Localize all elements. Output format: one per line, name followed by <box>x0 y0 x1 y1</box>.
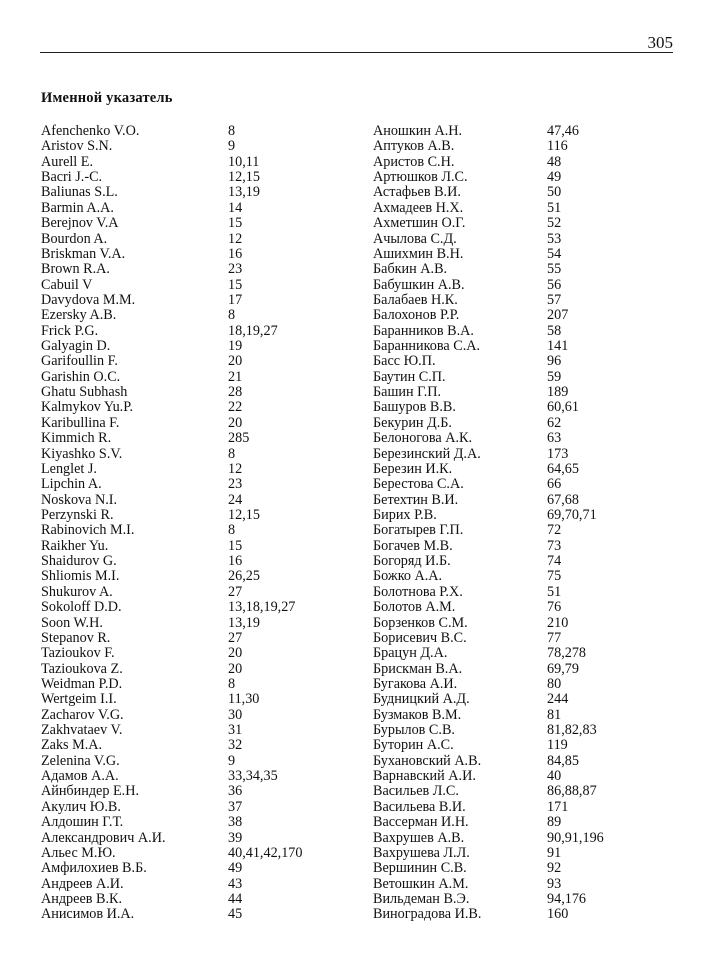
author-name: Балабаев Н.К. <box>373 291 458 308</box>
section-heading: Именной указатель <box>41 90 173 106</box>
author-name: Tazioukova Z. <box>41 660 123 677</box>
page-references: 23 <box>228 261 243 278</box>
author-name: Богачев М.В. <box>373 537 453 554</box>
page-references: 62 <box>547 414 562 431</box>
author-name: Акулич Ю.В. <box>41 798 121 815</box>
page-references: 58 <box>547 322 562 339</box>
page-references: 12,15 <box>228 169 260 186</box>
author-name: Lenglet J. <box>41 460 97 477</box>
page-references: 15 <box>228 276 243 293</box>
author-name: Afenchenko V.O. <box>41 123 140 139</box>
page-references: 64,65 <box>547 460 579 477</box>
page-references: 51 <box>547 583 562 600</box>
page-references: 285 <box>228 430 250 447</box>
author-name: Soon W.H. <box>41 614 103 631</box>
page-references: 207 <box>547 307 569 324</box>
author-name: Aurell E. <box>41 153 94 170</box>
author-name: Бабкин А.В. <box>373 261 448 278</box>
page-references: 66 <box>547 476 562 493</box>
page-references: 75 <box>547 568 562 585</box>
author-name: Ахметшин О.Г. <box>373 215 466 232</box>
page-references: 19 <box>228 338 243 355</box>
page-references: 69,70,71 <box>547 506 597 523</box>
page-references: 10,11 <box>228 153 260 170</box>
author-name: Берестова С.А. <box>373 476 464 493</box>
author-name: Zacharov V.G. <box>41 706 124 723</box>
author-name: Bacri J.-C. <box>41 169 103 186</box>
author-name: Альес М.Ю. <box>41 844 116 861</box>
author-name: Вершинин С.В. <box>373 860 467 877</box>
author-name: Виноградова И.В. <box>373 906 482 923</box>
author-name: Аристов С.Н. <box>373 153 455 170</box>
author-name: Березин И.К. <box>373 460 453 477</box>
author-name: Shaidurov G. <box>41 553 117 570</box>
page-references: 81 <box>547 706 562 723</box>
author-name: Баутин С.П. <box>373 368 446 385</box>
page-references: 32 <box>228 737 243 754</box>
author-name: Брацун Д.А. <box>373 645 448 662</box>
page-references: 92 <box>547 860 562 877</box>
page-references: 28 <box>228 384 243 401</box>
page-references: 63 <box>547 430 562 447</box>
page-references: 72 <box>547 522 562 539</box>
page-references: 14 <box>228 199 243 216</box>
author-name: Андреев А.И. <box>41 875 124 892</box>
page-references: 50 <box>547 184 562 201</box>
page-references: 17 <box>228 291 243 308</box>
page-references: 45 <box>228 906 243 923</box>
page-references: 189 <box>547 384 569 401</box>
page-references: 9 <box>228 752 236 769</box>
author-name: Вахрушева Л.Л. <box>373 844 470 861</box>
page-references: 77 <box>547 629 562 646</box>
author-name: Lipchin A. <box>41 476 102 493</box>
author-name: Ашихмин В.Н. <box>373 245 464 262</box>
author-name: Ghatu Subhash <box>41 384 128 401</box>
author-name: Баранникова С.А. <box>373 338 481 355</box>
author-name: Ахмадеев Н.Х. <box>373 199 464 216</box>
page-references: 13,18,19,27 <box>228 599 296 616</box>
author-name: Вахрушев А.В. <box>373 829 465 846</box>
page-references: 47,46 <box>547 123 579 139</box>
author-name: Васильев Л.С. <box>373 783 459 800</box>
author-name: Башуров В.В. <box>373 399 456 416</box>
author-name: Zakhvataev V. <box>41 722 123 739</box>
page-references: 37 <box>228 798 243 815</box>
author-name: Noskova N.I. <box>41 491 118 508</box>
page-references: 8 <box>228 445 236 462</box>
author-name: Zelenina V.G. <box>41 752 120 769</box>
author-name: Бузмаков В.М. <box>373 706 462 723</box>
author-name: Артюшков Л.С. <box>373 169 468 186</box>
page-references: 20 <box>228 353 243 370</box>
author-name: Болотов А.М. <box>373 599 456 616</box>
page-references: 54 <box>547 245 562 262</box>
page-references: 56 <box>547 276 562 293</box>
author-name: Galyagin D. <box>41 338 111 355</box>
author-name: Ветошкин А.М. <box>373 875 469 892</box>
author-name: Богоряд И.Б. <box>373 553 451 570</box>
author-name: Бугакова А.И. <box>373 675 458 692</box>
author-name: Богатырев Г.П. <box>373 522 464 539</box>
author-name: Варнавский А.И. <box>373 768 476 785</box>
author-name: Березинский Д.А. <box>373 445 481 462</box>
page-references: 15 <box>228 215 243 232</box>
page-references: 40 <box>547 768 562 785</box>
page-references: 30 <box>228 706 243 723</box>
author-name: Астафьев В.И. <box>373 184 461 201</box>
author-name: Cabuil V <box>41 276 93 293</box>
page-references: 80 <box>547 675 562 692</box>
author-name: Айнбиндер Е.Н. <box>41 783 139 800</box>
page-references: 141 <box>547 338 569 355</box>
page-references: 31 <box>228 722 243 739</box>
page-references: 91 <box>547 844 562 861</box>
page-references: 171 <box>547 798 569 815</box>
author-name: Анисимов И.А. <box>41 906 135 923</box>
author-name: Белоногова А.К. <box>373 430 473 447</box>
author-name: Борисевич В.С. <box>373 629 467 646</box>
author-name: Бетехтин В.И. <box>373 491 459 508</box>
author-name: Kalmykov Yu.P. <box>41 399 134 416</box>
page-references: 60,61 <box>547 399 579 416</box>
author-name: Вильдеман В.Э. <box>373 890 470 907</box>
page-references: 48 <box>547 153 562 170</box>
page-references: 73 <box>547 537 562 554</box>
header-rule <box>40 52 673 53</box>
page-references: 27 <box>228 583 243 600</box>
page-references: 16 <box>228 245 243 262</box>
author-name: Борзенков С.М. <box>373 614 468 631</box>
page-references: 81,82,83 <box>547 722 597 739</box>
page-references: 20 <box>228 645 243 662</box>
page-references: 44 <box>228 890 243 907</box>
author-name: Буторин А.С. <box>373 737 454 754</box>
page-references: 8 <box>228 522 236 539</box>
author-name: Aristov S.N. <box>41 138 113 155</box>
author-name: Stepanov R. <box>41 629 111 646</box>
author-name: Баранников В.А. <box>373 322 474 339</box>
page-references: 22 <box>228 399 243 416</box>
page-references: 49 <box>547 169 562 186</box>
author-name: Бекурин Д.Б. <box>373 414 452 431</box>
author-name: Shliomis M.I. <box>41 568 120 585</box>
author-name: Башин Г.П. <box>373 384 442 401</box>
page-references: 23 <box>228 476 243 493</box>
page-references: 74 <box>547 553 562 570</box>
author-name: Briskman V.A. <box>41 245 126 262</box>
page-references: 52 <box>547 215 562 232</box>
page-references: 13,19 <box>228 614 260 631</box>
author-name: Алдошин Г.Т. <box>41 814 124 831</box>
page-references: 12 <box>228 230 243 247</box>
page-references: 9 <box>228 138 236 155</box>
author-name: Sokoloff D.D. <box>41 599 122 616</box>
author-name: Брискман В.А. <box>373 660 463 677</box>
author-name: Barmin A.A. <box>41 199 114 216</box>
author-name: Karibullina F. <box>41 414 120 431</box>
author-name: Будницкий А.Д. <box>373 691 470 708</box>
page-references: 59 <box>547 368 562 385</box>
author-name: Басс Ю.П. <box>373 353 436 370</box>
page-references: 12 <box>228 460 243 477</box>
page-references: 57 <box>547 291 562 308</box>
author-name: Perzynski R. <box>41 506 114 523</box>
author-name: Tazioukov F. <box>41 645 115 662</box>
page-references: 20 <box>228 660 243 677</box>
page-references: 15 <box>228 537 243 554</box>
author-name: Baliunas S.L. <box>41 184 118 201</box>
page-references: 76 <box>547 599 562 616</box>
author-name: Kiyashko S.V. <box>41 445 123 462</box>
page-references: 40,41,42,170 <box>228 844 303 861</box>
page-references: 27 <box>228 629 243 646</box>
page-references: 20 <box>228 414 243 431</box>
page-references: 96 <box>547 353 562 370</box>
author-name: Адамов А.А. <box>41 768 119 785</box>
page-references: 43 <box>228 875 243 892</box>
author-name: Bourdon A. <box>41 230 108 247</box>
author-name: Berejnov V.A <box>41 215 119 232</box>
author-name: Александрович А.И. <box>41 829 166 846</box>
author-name: Бухановский А.В. <box>373 752 482 769</box>
author-name: Вассерман И.Н. <box>373 814 469 831</box>
page-references: 16 <box>228 553 243 570</box>
author-name: Raikher Yu. <box>41 537 109 554</box>
page-references: 244 <box>547 691 569 708</box>
author-name: Андреев В.К. <box>41 890 123 907</box>
page-references: 119 <box>547 737 568 754</box>
author-name: Garishin O.C. <box>41 368 121 385</box>
page-references: 36 <box>228 783 243 800</box>
author-name: Wertgeim I.I. <box>41 691 117 708</box>
page-references: 78,278 <box>547 645 587 662</box>
page-references: 39 <box>228 829 243 846</box>
author-name: Бирих Р.В. <box>373 506 437 523</box>
page-references: 116 <box>547 138 568 155</box>
page-references: 38 <box>228 814 243 831</box>
author-name: Weidman P.D. <box>41 675 123 692</box>
page-references: 173 <box>547 445 569 462</box>
page-references: 49 <box>228 860 243 877</box>
page-references: 12,15 <box>228 506 260 523</box>
page-number: 305 <box>647 33 673 52</box>
page-references: 86,88,87 <box>547 783 597 800</box>
author-name: Garifoullin F. <box>41 353 118 370</box>
author-name: Балохонов Р.Р. <box>373 307 460 324</box>
author-name: Аношкин А.Н. <box>373 123 463 139</box>
page-references: 93 <box>547 875 562 892</box>
page-references: 8 <box>228 123 236 139</box>
author-name: Zaks M.A. <box>41 737 103 754</box>
page-references: 8 <box>228 307 236 324</box>
page-references: 53 <box>547 230 562 247</box>
page-references: 55 <box>547 261 562 278</box>
author-name: Brown R.A. <box>41 261 110 278</box>
author-name: Васильева В.И. <box>373 798 466 815</box>
author-name: Ezersky A.B. <box>41 307 117 324</box>
author-name: Ачылова С.Д. <box>373 230 457 247</box>
page-references: 21 <box>228 368 243 385</box>
author-name: Бабушкин А.В. <box>373 276 465 293</box>
author-name: Болотнова Р.Х. <box>373 583 463 600</box>
page-references: 210 <box>547 614 569 631</box>
page-references: 67,68 <box>547 491 579 508</box>
page-references: 89 <box>547 814 562 831</box>
author-name: Shukurov A. <box>41 583 113 600</box>
page-references: 26,25 <box>228 568 260 585</box>
author-name: Аптуков А.В. <box>373 138 455 155</box>
author-name: Davydova M.M. <box>41 291 136 308</box>
page-references: 69,79 <box>547 660 579 677</box>
page-references: 13,19 <box>228 184 260 201</box>
author-name: Божко А.А. <box>373 568 443 585</box>
author-name: Амфилохиев В.Б. <box>41 860 147 877</box>
page-references: 33,34,35 <box>228 768 278 785</box>
page-references: 24 <box>228 491 243 508</box>
author-name: Kimmich R. <box>41 430 112 447</box>
page-references: 90,91,196 <box>547 829 604 846</box>
page-references: 94,176 <box>547 890 587 907</box>
author-name: Бурылов С.В. <box>373 722 455 739</box>
page-references: 18,19,27 <box>228 322 278 339</box>
page-references: 51 <box>547 199 562 216</box>
page-references: 84,85 <box>547 752 579 769</box>
page-references: 8 <box>228 675 236 692</box>
page-references: 160 <box>547 906 569 923</box>
author-name: Frick P.G. <box>41 322 99 339</box>
page-references: 11,30 <box>228 691 260 708</box>
author-name: Rabinovich M.I. <box>41 522 135 539</box>
